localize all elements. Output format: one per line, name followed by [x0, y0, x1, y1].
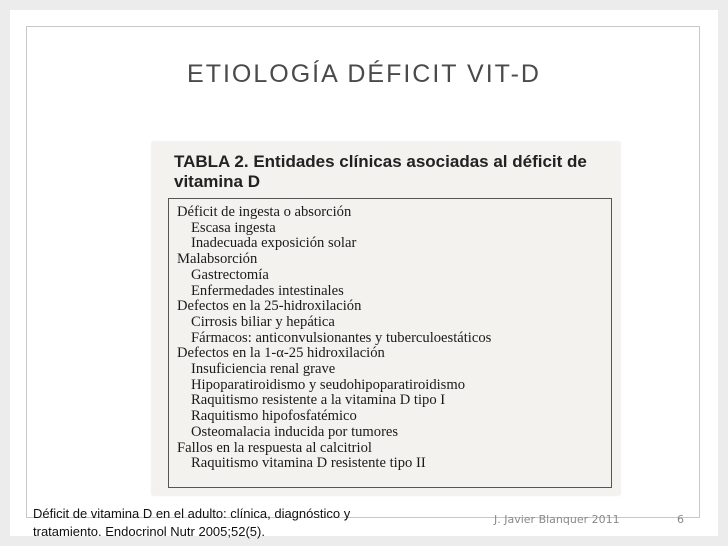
table-subitem: Raquitismo vitamina D resistente tipo II [191, 455, 426, 472]
table-category: Malabsorción [177, 251, 258, 268]
table-subitem: Cirrosis biliar y hepática [191, 313, 335, 330]
table-subitem: Raquitismo resistente a la vitamina D tipo I [191, 392, 446, 409]
table-box [168, 198, 612, 488]
citation [33, 505, 413, 541]
table-subitem: Raquitismo hipofosfatémico [191, 408, 357, 425]
table-subitem: Insuficiencia renal grave [191, 361, 336, 378]
table-subitem: Escasa ingesta [191, 219, 276, 236]
slide-title: ETIOLOGÍA DÉFICIT VIT-D [187, 60, 541, 88]
footer-author: J. Javier Blanquer 2011 [494, 513, 620, 526]
table-subitem: Gastrectomía [191, 266, 269, 283]
table-heading: TABLA 2. Entidades clínicas asociadas al déficit de vitamina D [174, 152, 587, 191]
table-category: Defectos en la 1-α-25 hidroxilación [177, 345, 385, 362]
citation-line-1: Déficit de vitamina D en el adulto: clínica, diagnóstico y [33, 506, 351, 521]
table-image [152, 142, 620, 495]
table-subitem: Enfermedades intestinales [191, 282, 344, 299]
table-subitem: Fármacos: anticonvulsionantes y tuberculoestáticos [191, 329, 492, 346]
table-category: Fallos en la respuesta al calcitriol [177, 439, 372, 456]
table-subitem: Inadecuada exposición solar [191, 235, 357, 252]
table-list [177, 205, 491, 472]
table-category: Déficit de ingesta o absorción [177, 204, 352, 220]
table-category: Defectos en la 25-hidroxilación [177, 298, 362, 315]
table-subitem: Osteomalacia inducida por tumores [191, 423, 399, 440]
table-subitem: Hipoparatiroidismo y seudohipoparatiroidismo [191, 376, 465, 393]
citation-line-2: tratamiento. Endocrinol Nutr 2005;52(5). [33, 524, 265, 539]
page-number: 6 [677, 513, 684, 526]
